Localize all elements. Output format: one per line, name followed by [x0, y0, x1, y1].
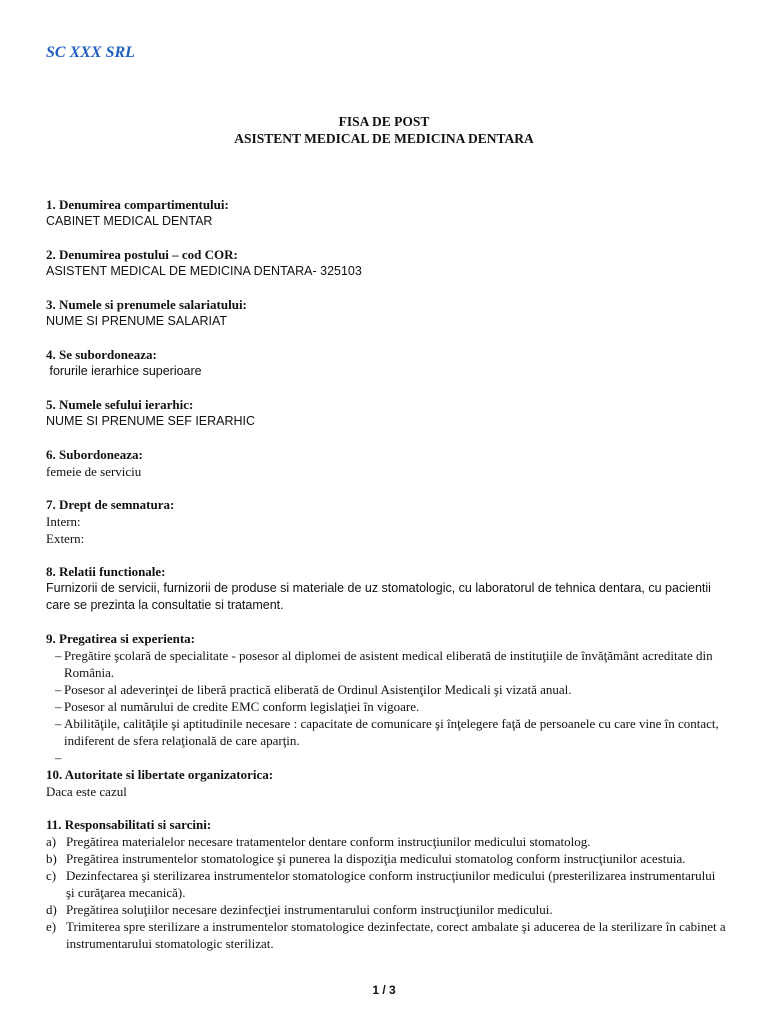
section-compartment — [46, 196, 726, 230]
list-item — [46, 749, 726, 766]
section-value: CABINET MEDICAL DENTAR — [46, 214, 213, 228]
section-heading: 9. Pregatirea si experienta: — [46, 631, 195, 646]
signature-extern: Extern: — [46, 531, 85, 546]
list-item-text: Dezinfectarea şi sterilizarea instrumentelor stomatologice conform instrucţiunilor medicului (presterilizarea instrumentarului şi curăţarea mecanică). — [66, 868, 716, 900]
list-item — [46, 833, 726, 850]
document-title: FISA DE POST — [338, 114, 430, 129]
section-signature-right — [46, 496, 726, 547]
list-item — [46, 867, 726, 901]
section-authority — [46, 766, 726, 800]
list-item-label: b) — [46, 851, 57, 866]
page-number: 1 / 3 — [372, 983, 396, 997]
section-employee-name — [46, 296, 726, 330]
section-subordinates — [46, 446, 726, 480]
section-heading: 3. Numele si prenumele salariatului: — [46, 297, 247, 312]
section-value: NUME SI PRENUME SEF IERARHIC — [46, 414, 256, 428]
responsibilities-list — [46, 833, 726, 952]
section-heading: 1. Denumirea compartimentului: — [46, 197, 229, 212]
section-training — [46, 630, 726, 766]
training-list — [46, 647, 726, 766]
signature-intern: Intern: — [46, 514, 81, 529]
list-item — [46, 901, 726, 918]
section-responsibilities — [46, 816, 726, 952]
list-item-text: Pregătirea materialelor necesare tratamentelor dentare conform instrucţiunilor medicului stomatolog. — [66, 834, 591, 849]
list-item — [46, 918, 726, 952]
section-value: femeie de serviciu — [46, 464, 142, 479]
section-value: forurile ierarhice superioare — [46, 364, 202, 378]
section-heading: 11. Responsabilitati si sarcini: — [46, 817, 212, 832]
section-heading: 8. Relatii functionale: — [46, 564, 166, 579]
list-item: – Abilităţile, calităţile şi aptitudinile necesare : capacitate de comunicare şi înţelegere faţă de persoanele cu care vine în contact, indiferent de sfera relaţională de care aparţin. — [46, 715, 726, 749]
section-position — [46, 246, 726, 280]
section-supervisor — [46, 396, 726, 430]
section-relations — [46, 563, 726, 614]
list-item-label: d) — [46, 902, 57, 917]
list-item-text: Pregătirea soluţiilor necesare dezinfecţiei instrumentarului conform instrucţiunilor medicului. — [66, 902, 553, 917]
list-item: – Posesor al adeverinţei de liberă practică eliberată de Ordinul Asistenţilor Medicali şi vizată anual. — [46, 681, 726, 698]
list-item-label: a) — [46, 834, 57, 849]
section-heading: 5. Numele sefului ierarhic: — [46, 397, 194, 412]
list-item-text: Trimiterea spre sterilizare a instrumentelor stomatologice dezinfectate, corect ambalate şi aducerea de la sterilizare în cabinet a instrumentarului stomatologic sterilizat. — [66, 919, 726, 951]
section-value: NUME SI PRENUME SALARIAT — [46, 314, 228, 328]
list-item-text: Pregătirea instrumentelor stomatologice şi punerea la dispoziţia medicului stomatolog conform instrucţiunilor acestuia. — [66, 851, 686, 866]
list-item-label: c) — [46, 868, 57, 883]
list-item — [46, 850, 726, 867]
section-subordination — [46, 346, 726, 380]
list-item: – Posesor al numărului de credite EMC conform legislaţiei în vigoare. — [46, 698, 726, 715]
list-item: – Pregătire şcolară de specialitate - posesor al diplomei de asistent medical eliberată de instituţiile de învăţământ acreditate din România. — [46, 647, 726, 681]
document-subtitle: ASISTENT MEDICAL DE MEDICINA DENTARA — [234, 131, 534, 146]
section-value: Daca este cazul — [46, 784, 127, 799]
section-heading: 4. Se subordoneaza: — [46, 347, 157, 362]
section-value: ASISTENT MEDICAL DE MEDICINA DENTARA- 325103 — [46, 264, 362, 278]
company-name: SC XXX SRL — [46, 44, 135, 61]
section-heading: 2. Denumirea postului – cod COR: — [46, 247, 238, 262]
section-heading: 7. Drept de semnatura: — [46, 497, 175, 512]
list-item-label: e) — [46, 919, 57, 934]
section-heading: 10. Autoritate si libertate organizatorica: — [46, 767, 274, 782]
document-body — [46, 196, 726, 968]
section-heading: 6. Subordoneaza: — [46, 447, 143, 462]
section-value: Furnizorii de servicii, furnizorii de produse si materiale de uz stomatologic, cu laboratorul de tehnica dentara, cu pacientii care se prezinta la consultatie si tratament. — [46, 581, 711, 612]
